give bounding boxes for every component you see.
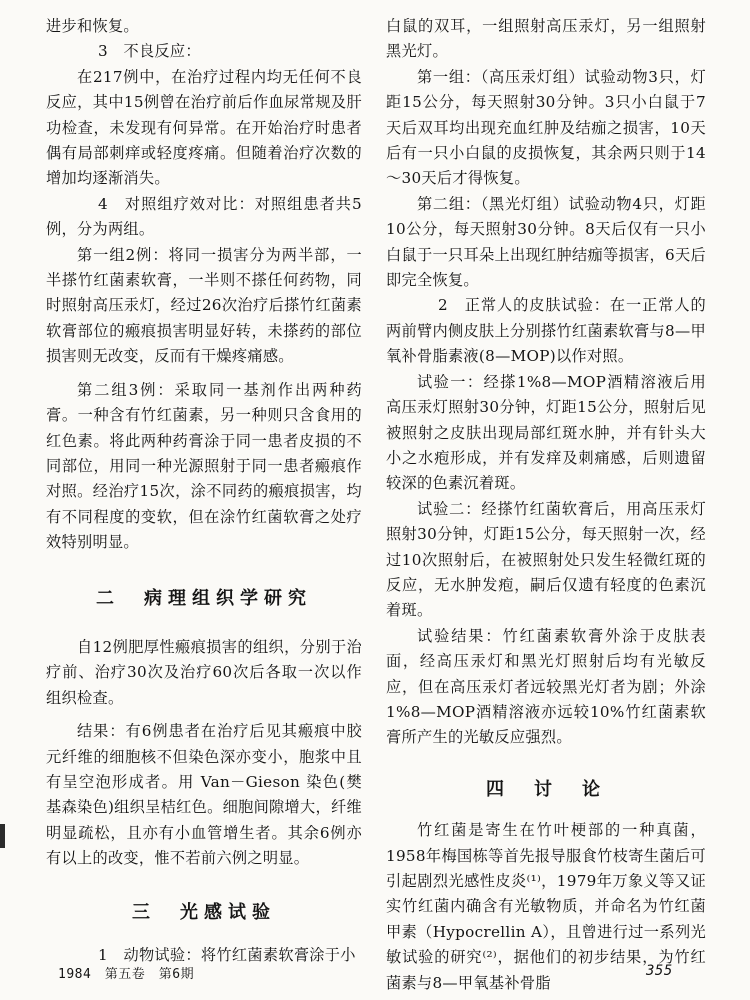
paragraph: 试验一：经搽1%8—MOP酒精溶液后用高压汞灯照射30分钟，灯距15公分，照射后见被照射之皮肤出现局部红斑水肿，并有针头大小之水疱形成，并有发痒及刺痛感，后则遗留较深的色素沉着斑。 — [386, 372, 706, 493]
paragraph: 结果：有6例患者在治疗后见其瘢痕中胶元纤维的细胞核不但染色深亦变小，胞浆中且有呈空泡形成者。用 Van－Gieson 染色(樊基森染色)组织呈桔红色。细胞间隙增大，纤维明显疏松，且亦有小血管增生者。其余6例亦有以上的改变，惟不若前六例之明显。 — [46, 722, 362, 868]
paragraph: 在217例中，在治疗过程内均无任何不良反应，其中15例曾在治疗前后作血尿常规及肝功检查，未发现有何异常。在开始治疗时患者偶有局部刺痒或轻度疼痛。但随着治疗次数的增加均逐渐消失。 — [46, 67, 362, 188]
page-number: 355 — [646, 963, 673, 979]
right-column — [386, 14, 706, 996]
subsection-heading-adverse-reactions: 3 不良反应： — [98, 42, 201, 61]
left-column — [46, 14, 362, 968]
paragraph: 1 动物试验：将竹红菌素软膏涂于小 — [98, 946, 356, 964]
section-heading-pathology: 二 病理组织学研究 — [96, 587, 312, 609]
subsection-heading-skin-test: 2 正常人的皮肤试验：在一正常人的两前臂内侧皮肤上分别搽竹红菌素软膏与8—甲氧补骨脂素液(8—MOP)以作对照。 — [386, 296, 706, 366]
paragraph: 自12例肥厚性瘢痕损害的组织，分别于治疗前、治疗30次及治疗60次后各取一次以作组织检查。 — [46, 637, 362, 707]
paragraph: 试验结果：竹红菌素软膏外涂于皮肤表面，经高压汞灯和黑光灯照射后均有光敏反应，但在高压汞灯者远较黑光灯者为剧；外涂1%8—MOP酒精溶液亦远较10%竹红菌素软膏所产生的光敏反应强烈。 — [386, 626, 706, 747]
section-heading-discussion: 四 讨 论 — [486, 778, 606, 800]
paragraph: 第一组：（高压汞灯组）试验动物3只，灯距15公分，每天照射30分钟。3只小白鼠于7天后双耳均出现充血红肿及结痂之损害，10天后有一只小白鼠的皮损恢复，其余两只则于14～30天后才得恢复。 — [386, 67, 706, 188]
paragraph: 白鼠的双耳，一组照射高压汞灯，另一组照射黑光灯。 — [386, 17, 706, 61]
paragraph: 第二组：（黑光灯组）试验动物4只，灯距10公分，每天照射30分钟。8天后仅有一只小白鼠于一只耳朵上出现红肿结痂等损害，6天后即完全恢复。 — [386, 194, 706, 290]
paragraph: 进步和恢复。 — [46, 17, 139, 35]
paragraph: 第二组3例：采取同一基剂作出两种药膏。一种含有竹红菌素，另一种则只含食用的红色素。将此两种药膏涂于同一患者皮损的不同部位，用同一种光源照射于同一患者瘢痕作对照。经治疗15次，涂不同药的瘢痕损害，均有不同程度的变软，但在涂竹红菌软膏之处疗效特别明显。 — [46, 380, 362, 552]
scan-edge-mark — [0, 824, 5, 848]
paragraph: 试验二：经搽竹红菌软膏后，用高压汞灯照射30分钟，灯距15公分，每天照射一次，经过10次照射后，在被照射处只发生轻微红斑的反应，无水肿发疱，嗣后仅遗有轻度的色素沉着斑。 — [386, 499, 706, 620]
paragraph: 竹红菌是寄生在竹叶梗部的一种真菌，1958年梅国栋等首先报导服食竹枝寄生菌后可引起剧烈光感性皮炎⁽¹⁾，1979年万象义等又证实竹红菌内确含有光敏物质，并命名为竹红菌甲素（Hypocrellin A），且曾进行过一系列光敏试验的研究⁽²⁾，据他们的初步结果，为竹红菌素与8—甲氧基补骨脂 — [386, 821, 706, 992]
paragraph: 第一组2例：将同一损害分为两半部，一半搽竹红菌素软膏，一半则不搽任何药物，同时照射高压汞灯，经过26次治疗后搽竹红菌素软膏部位的瘢痕损害明显好转，未搽药的部位损害则无改变，反而有干燥疼痛感。 — [46, 245, 362, 366]
journal-issue-footer: 1984 第五卷 第6期 — [58, 967, 195, 982]
section-heading-photosensitivity: 三 光感试验 — [132, 901, 276, 923]
subsection-heading-control-group: 4 对照组疗效对比：对照组患者共5例，分为两组。 — [46, 194, 362, 239]
